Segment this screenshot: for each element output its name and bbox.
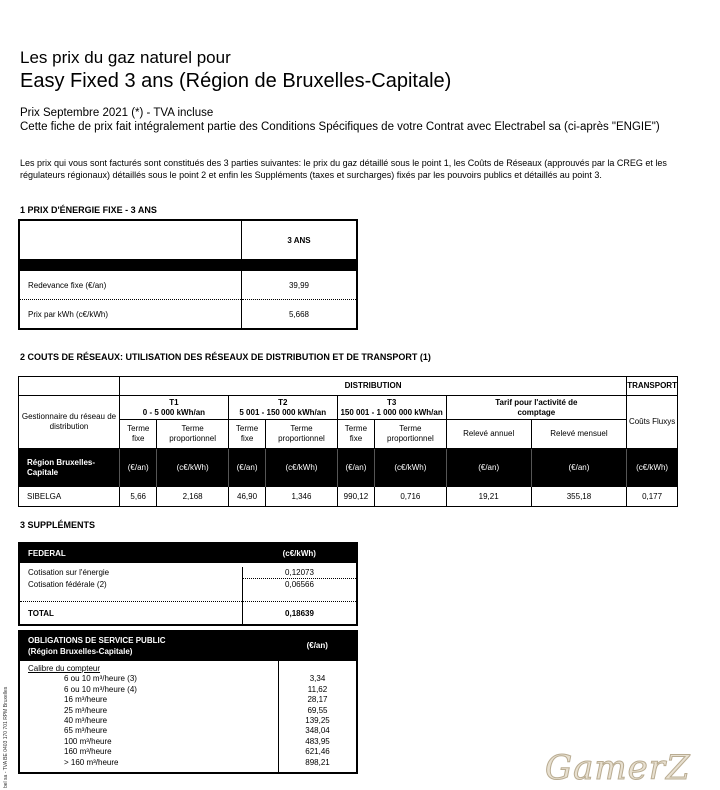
- caliber-label: Calibre du compteur: [19, 661, 279, 674]
- cell-value: 355,18: [531, 487, 626, 507]
- unit: (c€/kWh): [627, 449, 678, 487]
- row-value: 3,34: [309, 674, 326, 684]
- osp-title: [19, 631, 279, 661]
- t3-header: [337, 396, 446, 420]
- fluxys-header: Coûts Fluxys: [627, 396, 678, 449]
- table-row: [19, 726, 357, 736]
- section3-heading: 3 SUPPLÉMENTS: [20, 520, 96, 530]
- row-label: Prix par kWh (c€/kWh): [19, 300, 242, 330]
- title-line-1: Les prix du gaz naturel pour: [20, 48, 231, 67]
- table-row: [19, 716, 357, 726]
- region-label: Région Bruxelles-Capitale: [27, 457, 96, 477]
- row-value: 0,12073: [243, 567, 358, 579]
- unit: (c€/kWh): [375, 449, 446, 487]
- t1-range: 0 - 5 000 kWh/an: [142, 407, 206, 417]
- cell-value: 1,346: [266, 487, 337, 507]
- unit: (€/an): [446, 449, 531, 487]
- sub-prop: Terme proportionnel: [375, 420, 446, 449]
- network-costs-table: [18, 376, 678, 507]
- t2-name: T2: [278, 397, 288, 407]
- cell-value: 0,177: [627, 487, 678, 507]
- cell-value: 5,66: [120, 487, 157, 507]
- row-label: 25 m³/heure: [19, 706, 279, 716]
- side-legal-text: bel sa - TVA BE 0403 170 701 RPM Bruxelles: [3, 686, 9, 788]
- total-label: TOTAL: [19, 602, 243, 626]
- row-value: 39,99: [242, 271, 358, 300]
- section2-heading: 2 COUTS DE RÉSEAUX: UTILISATION DES RÉSEAUX DE DISTRIBUTION ET DE TRANSPORT (1): [20, 352, 431, 362]
- sub-fixe: Terme fixe: [120, 420, 157, 449]
- manager-header: Gestionnaire du réseau de distribution: [19, 396, 120, 449]
- row-value: 11,62: [307, 684, 328, 694]
- federal-table: [18, 542, 358, 626]
- t1-name: T1: [169, 397, 179, 407]
- cell-value: 0,716: [375, 487, 446, 507]
- subtitle-contract: Cette fiche de prix fait intégralement partie des Conditions Spécifiques de votre Contrat avec Electrabel sa (ci-après "ENGIE"): [20, 121, 660, 133]
- unit: (€/an): [531, 449, 626, 487]
- unit: (€/an): [228, 449, 265, 487]
- t1-header: [120, 396, 229, 420]
- row-value: 348,04: [305, 726, 330, 736]
- sub-annuel: Relevé annuel: [446, 420, 531, 449]
- table-row: [19, 674, 357, 684]
- unit: (c€/kWh): [157, 449, 228, 487]
- row-value: 69,55: [307, 705, 328, 715]
- table-row: [19, 758, 357, 768]
- intro-text: Les prix qui vous sont facturés sont constitués des 3 parties suivantes: le prix du gaz détaillé sous le point 1, les Coûts de Réseaux (approuvés par la CREG et les régulateurs régionaux) détaillés sous le point 2 et enfin les Suppléments (taxes et surcharges) fixés par les pouvoirs publics et détaillés au point 3.: [20, 158, 667, 180]
- row-label: > 160 m³/heure: [19, 758, 279, 768]
- table-row: [19, 737, 357, 747]
- total-value: 0,18639: [285, 608, 314, 618]
- row-label: 6 ou 10 m³/heure (3): [19, 674, 279, 684]
- row-label: 100 m³/heure: [19, 737, 279, 747]
- cell-value: 2,168: [157, 487, 228, 507]
- federal-title: FEDERAL: [28, 549, 66, 558]
- col-3ans: 3 ANS: [287, 235, 311, 245]
- t2-range: 5 001 - 150 000 kWh/an: [239, 407, 327, 417]
- table-row: [19, 747, 357, 757]
- row-label: Redevance fixe (€/an): [19, 271, 242, 300]
- sub-mensuel: Relevé mensuel: [531, 420, 626, 449]
- public-service-table: [18, 630, 358, 774]
- t3-name: T3: [386, 397, 397, 407]
- federal-unit: (c€/kWh): [282, 549, 316, 558]
- row-value: 483,95: [305, 736, 330, 746]
- t2-header: [228, 396, 337, 420]
- row-label: Cotisation sur l'énergie: [19, 567, 243, 579]
- distribution-header: DISTRIBUTION: [120, 377, 627, 396]
- meter-header: Tarif pour l'activité de comptage: [446, 396, 627, 420]
- cell-value: 19,21: [446, 487, 531, 507]
- table-row: [19, 685, 357, 695]
- cell-value: 46,90: [228, 487, 265, 507]
- osp-region: (Région Bruxelles-Capitale): [28, 646, 133, 656]
- osp-title-text: OBLIGATIONS DE SERVICE PUBLIC: [28, 636, 166, 646]
- row-value: 28,17: [307, 695, 328, 705]
- unit: (€/an): [120, 449, 157, 487]
- title-line-2: Easy Fixed 3 ans (Région de Bruxelles-Capitale): [20, 70, 452, 92]
- energy-price-table: [18, 219, 358, 330]
- transport-header: TRANSPORT: [627, 377, 678, 396]
- unit: (c€/kWh): [266, 449, 337, 487]
- t3-range: 150 001 - 1 000 000 kWh/an: [340, 407, 443, 417]
- operator-name: SIBELGA: [19, 487, 120, 507]
- sub-fixe: Terme fixe: [337, 420, 375, 449]
- row-label: 40 m³/heure: [19, 716, 279, 726]
- unit: (€/an): [337, 449, 375, 487]
- sub-prop: Terme proportionnel: [157, 420, 228, 449]
- osp-unit: (€/an): [306, 641, 328, 651]
- cell-value: 990,12: [337, 487, 375, 507]
- row-value: 5,668: [288, 309, 310, 319]
- table-row: [19, 706, 357, 716]
- row-value: 621,46: [305, 747, 330, 757]
- row-value: 139,25: [305, 716, 330, 726]
- table-row: [19, 695, 357, 705]
- row-label: 16 m³/heure: [19, 695, 279, 705]
- section1-heading: 1 PRIX D'ÉNERGIE FIXE - 3 ANS: [20, 205, 157, 215]
- subtitle-price-date: Prix Septembre 2021 (*) - TVA incluse: [20, 107, 214, 119]
- watermark: GamerZ: [545, 748, 691, 788]
- row-value: 0,06566: [285, 580, 314, 589]
- row-value: 898,21: [305, 757, 330, 767]
- row-label: 6 ou 10 m³/heure (4): [19, 685, 279, 695]
- row-label: 65 m³/heure: [19, 726, 279, 736]
- sub-prop: Terme proportionnel: [266, 420, 337, 449]
- subtitle: [20, 106, 660, 134]
- sub-fixe: Terme fixe: [228, 420, 265, 449]
- table-row: [19, 487, 678, 507]
- row-label: 160 m³/heure: [19, 747, 279, 757]
- row-label: Cotisation fédérale (2): [19, 579, 243, 591]
